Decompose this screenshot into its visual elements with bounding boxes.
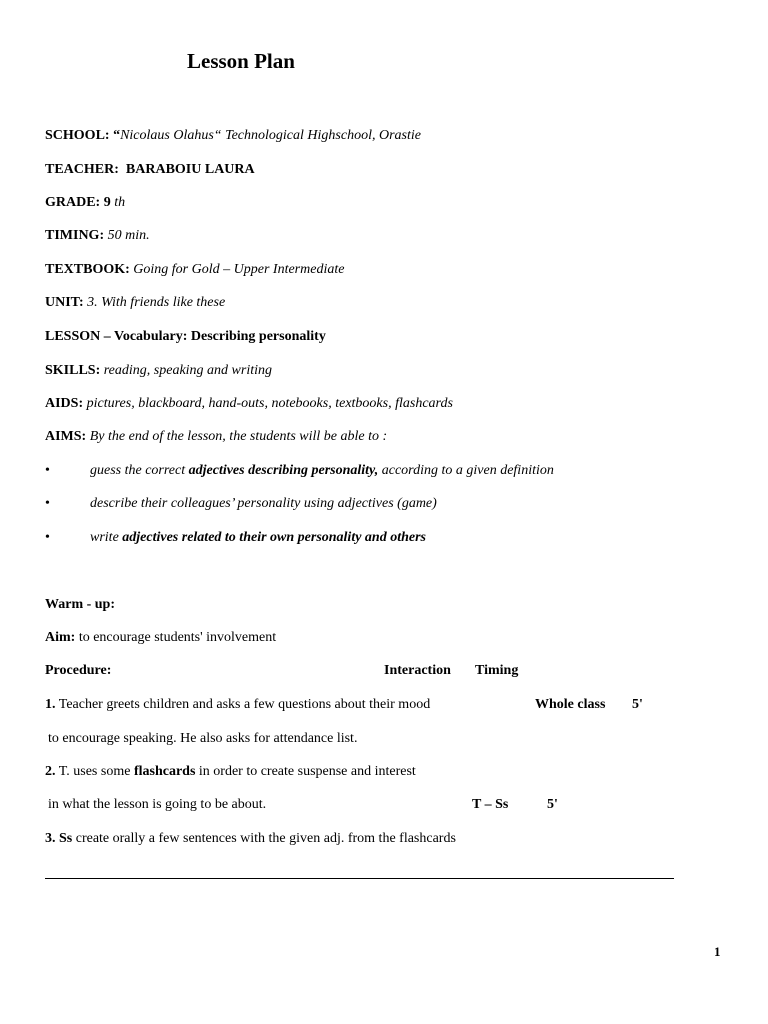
aids-label: AIDS: [45, 396, 84, 411]
unit-line [45, 294, 225, 312]
timing-header: Timing [475, 663, 519, 678]
bullet-icon: • [45, 530, 50, 545]
warmup-heading: Warm - up: [45, 597, 115, 612]
school-line [45, 127, 421, 145]
aims-value: By the end of the lesson, the students will be able to : [89, 429, 388, 444]
unit-value: 3. With friends like these [87, 295, 226, 310]
step-1-timing: 5' [632, 697, 643, 712]
step-text: create orally a few sentences with the given adj. from the flashcards [75, 831, 456, 846]
step-1-interaction: Whole class [535, 697, 606, 712]
step-2-interaction: T – Ss [472, 797, 509, 812]
page-title: Lesson Plan [187, 49, 295, 73]
step-text: in order to create suspense and interest [195, 764, 416, 779]
step-2 [45, 763, 416, 781]
unit-label: UNIT: [45, 295, 84, 310]
aim-item [90, 462, 554, 480]
aim-item-text: describe their colleagues’ personality using adjectives (game) [90, 496, 437, 511]
warmup-aim-text: to encourage students' involvement [78, 630, 277, 645]
school-label: SCHOOL: “ [45, 128, 121, 143]
step-text: T. uses some [58, 764, 134, 779]
aims-line [45, 428, 387, 446]
lesson-label: LESSON – Vocabulary: [45, 329, 188, 344]
school-value: Nicolaus Olahus“ Technological Highschool, Orastie [120, 128, 421, 143]
teacher-label: TEACHER: [45, 162, 119, 177]
aids-line [45, 395, 453, 413]
skills-value: reading, speaking and writing [103, 363, 273, 378]
timing-label: TIMING: [45, 228, 105, 243]
textbook-line [45, 261, 344, 279]
step-text: Teacher greets children and asks a few questions about their mood [58, 697, 431, 712]
aim-item-emphasis: adjectives describing personality, [188, 463, 379, 478]
aim-item-emphasis: adjectives related to their own personality and others [122, 530, 427, 545]
grade-value: th [110, 195, 126, 210]
horizontal-divider [45, 878, 674, 879]
step-3 [45, 830, 456, 848]
lesson-line [45, 328, 326, 346]
aim-item [90, 529, 426, 547]
aim-item [90, 495, 437, 513]
warmup-aim-line [45, 629, 276, 647]
warmup-aim-label: Aim: [45, 630, 76, 645]
timing-line [45, 227, 150, 245]
step-1 [45, 696, 430, 714]
lesson-value: Describing personality [190, 329, 326, 344]
aim-item-text: according to a given definition [378, 463, 554, 478]
skills-label: SKILLS: [45, 363, 101, 378]
step-1-continued: to encourage speaking. He also asks for attendance list. [48, 731, 358, 746]
teacher-line [45, 161, 255, 179]
aims-label: AIMS: [45, 429, 87, 444]
grade-label: GRADE: 9 [45, 195, 111, 210]
textbook-label: TEXTBOOK: [45, 262, 130, 277]
textbook-value: Going for Gold – Upper Intermediate [133, 262, 345, 277]
bullet-icon: • [45, 496, 50, 511]
aids-value: pictures, blackboard, hand-outs, notebooks, textbooks, flashcards [86, 396, 453, 411]
step-number: 1. [45, 697, 56, 712]
step-2-timing: 5' [547, 797, 558, 812]
step-2-continued: in what the lesson is going to be about. [48, 797, 267, 812]
step-number: 2. [45, 764, 56, 779]
grade-line [45, 194, 125, 212]
skills-line [45, 362, 272, 380]
procedure-label: Procedure: [45, 663, 112, 678]
step-number: 3. Ss [45, 831, 73, 846]
page-number: 1 [714, 944, 721, 959]
interaction-header: Interaction [384, 663, 451, 678]
aim-item-text: guess the correct [90, 463, 189, 478]
timing-value: 50 min. [107, 228, 150, 243]
aim-item-text: write [90, 530, 123, 545]
bullet-icon: • [45, 463, 50, 478]
step-emphasis: flashcards [133, 764, 196, 779]
teacher-value: BARABOIU LAURA [125, 162, 255, 177]
